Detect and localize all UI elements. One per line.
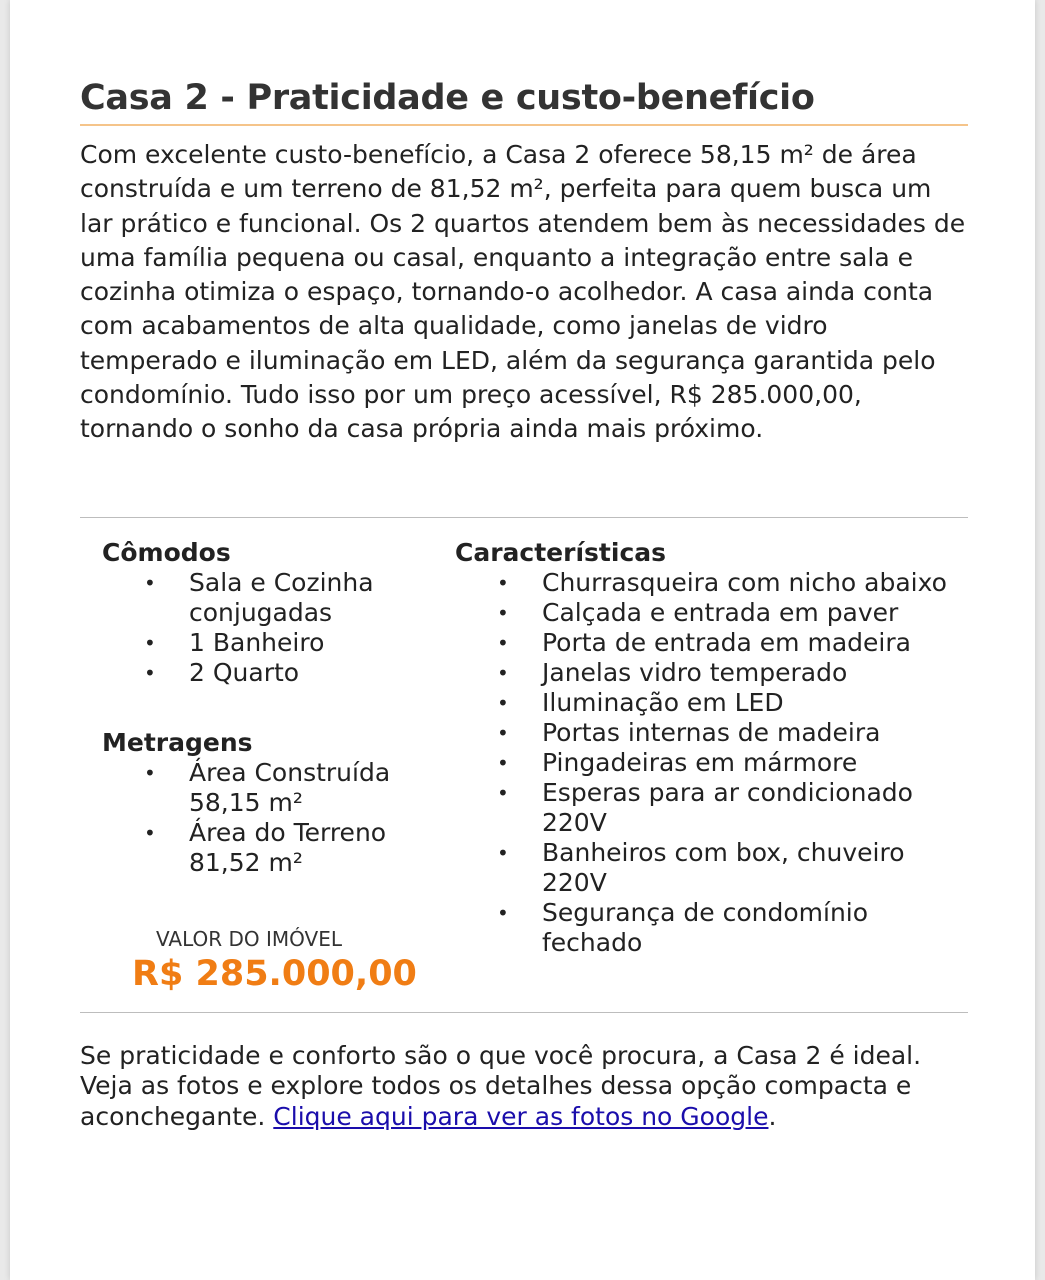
comodos-list	[102, 568, 433, 688]
list-item: • Calçada e entrada em paver	[455, 598, 968, 628]
page-title: Casa 2 - Praticidade e custo-benefício	[80, 78, 968, 126]
caracteristicas-title: Características	[455, 537, 667, 567]
comodos-section	[102, 538, 433, 688]
divider-bottom	[80, 1012, 968, 1013]
list-item: • Iluminação em LED	[455, 688, 968, 718]
list-item: • Portas internas de madeira	[455, 718, 968, 748]
intro-paragraph: Com excelente custo-benefício, a Casa 2 oferece 58,15 m² de área construída e um terreno de 81,52 m², perfeita para quem busca um lar prático e funcional. Os 2 quartos atendem bem às necessidades de uma família pequena ou casal, enquanto a integração entre sala e cozinha otimiza o espaço, tornando-o acolhedor. A casa ainda conta com acabamentos de alta qualidade, como janelas de vidro temperado e iluminação em LED, além da segurança garantida pelo condomínio. Tudo isso por um preço acessível, R$ 285.000,00, tornando o sonho da casa própria ainda mais próximo.	[80, 140, 966, 444]
document-page	[10, 0, 1035, 1280]
google-photos-link[interactable]: Clique aqui para ver as fotos no Google	[273, 1101, 769, 1131]
left-column	[80, 538, 433, 994]
details-columns	[80, 518, 968, 994]
content	[80, 78, 968, 1132]
price-label: VALOR DO IMÓVEL	[156, 926, 343, 951]
list-item: • 1 Banheiro	[102, 628, 433, 658]
list-item: • Churrasqueira com nicho abaixo	[455, 568, 968, 598]
caracteristicas-list	[455, 568, 968, 958]
price-value: R$ 285.000,00	[132, 953, 417, 994]
list-item: • Porta de entrada em madeira	[455, 628, 968, 658]
price-box	[102, 926, 433, 994]
outro-paragraph	[80, 1041, 968, 1133]
list-item: • Esperas para ar condicionado 220V	[455, 778, 968, 838]
list-item: • 2 Quarto	[102, 658, 433, 688]
list-item: • Área Construída 58,15 m²	[102, 758, 433, 818]
metragens-title: Metragens	[102, 727, 253, 757]
outro-end: .	[768, 1101, 777, 1131]
metragens-list	[102, 758, 433, 878]
metragens-section	[102, 728, 433, 878]
right-column	[433, 538, 968, 994]
list-item: • Banheiros com box, chuveiro 220V	[455, 838, 968, 898]
list-item: • Janelas vidro temperado	[455, 658, 968, 688]
outro-text: Se praticidade e conforto são o que você procura, a Casa 2 é ideal. Veja as fotos e explore todos os detalhes dessa opção compacta e aconchegante.	[80, 1040, 922, 1131]
list-item: • Sala e Cozinha conjugadas	[102, 568, 433, 628]
list-item: • Área do Terreno 81,52 m²	[102, 818, 433, 878]
comodos-title: Cômodos	[102, 537, 231, 567]
list-item: • Pingadeiras em mármore	[455, 748, 968, 778]
list-item: • Segurança de condomínio fechado	[455, 898, 968, 958]
